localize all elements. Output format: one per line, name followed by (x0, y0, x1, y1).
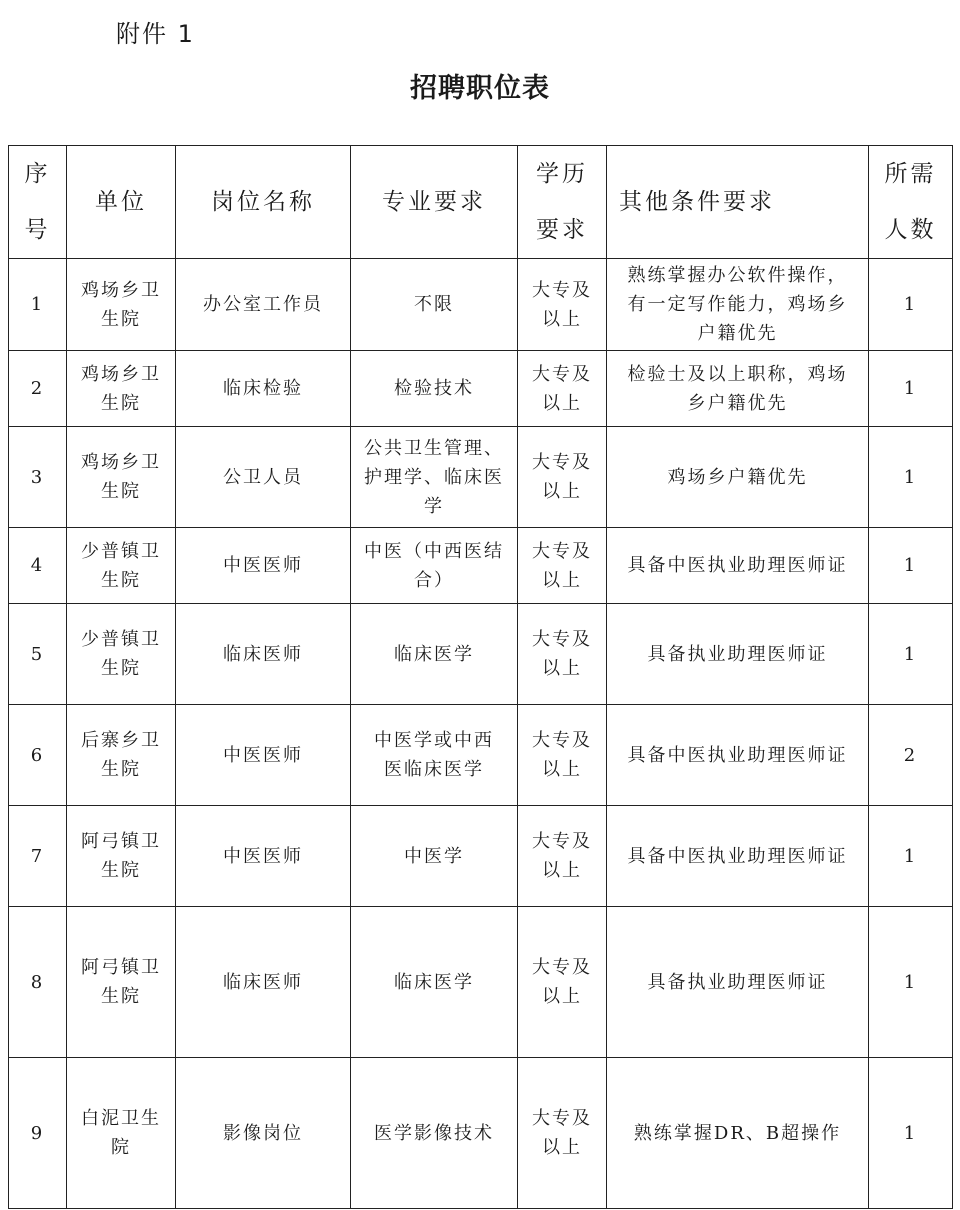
cell-education-line: 大专及 (532, 540, 592, 562)
cell-education-line: 大专及 (532, 279, 592, 301)
cell-major-line: 护理学、临床医 (364, 466, 504, 488)
cell-count: 1 (869, 528, 953, 604)
cell-post: 中医医师 (176, 705, 351, 806)
cell-unit (67, 806, 176, 907)
cell-post: 临床检验 (176, 351, 351, 427)
cell-education (518, 351, 607, 427)
table-row (9, 259, 953, 351)
cell-unit-line: 院 (111, 1137, 131, 1158)
cell-education (518, 907, 607, 1058)
cell-education-line: 大专及 (532, 730, 592, 751)
cell-unit-line: 白泥卫生 (81, 1108, 161, 1129)
table-row (9, 806, 953, 907)
cell-unit-line: 生院 (101, 986, 141, 1007)
cell-major-line: 检验技术 (394, 378, 474, 399)
cell-education-line: 以上 (542, 569, 582, 591)
cell-major-line: 中医学或中西 (374, 730, 494, 751)
cell-other (607, 806, 869, 907)
cell-index: 9 (9, 1058, 67, 1209)
cell-index: 8 (9, 907, 67, 1058)
cell-other-line: 检验士及以上职称，鸡场 (627, 363, 848, 385)
cell-other-line: 户籍优先 (697, 323, 778, 344)
cell-other-line: 具备中医执业助理医师证 (627, 555, 848, 576)
cell-unit-line: 后寨乡卫 (81, 730, 161, 751)
cell-major-line: 临床医学 (394, 643, 474, 665)
header-index-line: 序 (24, 161, 51, 187)
attachment-label: 附件 1 (116, 20, 195, 48)
table-row (9, 705, 953, 806)
cell-index: 5 (9, 604, 67, 705)
header-education-line: 学历 (536, 161, 588, 187)
header-count-line: 人数 (884, 217, 937, 243)
cell-major-line: 合） (414, 569, 454, 591)
cell-unit (67, 907, 176, 1058)
header-index-line: 号 (24, 217, 51, 243)
cell-count: 1 (869, 351, 953, 427)
cell-education-line: 大专及 (532, 831, 592, 852)
cell-education (518, 528, 607, 604)
cell-unit-line: 生院 (101, 308, 141, 330)
cell-other (607, 528, 869, 604)
cell-major-line: 学 (424, 495, 444, 517)
cell-education (518, 259, 607, 351)
cell-other-line: 乡户籍优先 (687, 392, 788, 414)
cell-major-line: 医学影像技术 (374, 1122, 494, 1144)
header-major: 专业要求 (351, 146, 518, 259)
cell-other (607, 907, 869, 1058)
cell-education (518, 427, 607, 528)
cell-major (351, 604, 518, 705)
table-row (9, 1058, 953, 1209)
cell-education-line: 以上 (542, 860, 582, 881)
cell-count: 1 (869, 604, 953, 705)
cell-index: 4 (9, 528, 67, 604)
cell-other-line: 熟练掌握办公软件操作， (627, 265, 848, 286)
table-row (9, 907, 953, 1058)
job-positions-table (8, 145, 953, 1209)
cell-unit-line: 阿弓镇卫 (81, 957, 161, 978)
cell-count: 2 (869, 705, 953, 806)
cell-unit-line: 鸡场乡卫 (81, 363, 161, 385)
cell-major (351, 351, 518, 427)
cell-unit-line: 生院 (101, 481, 141, 502)
cell-education (518, 705, 607, 806)
cell-education-line: 大专及 (532, 957, 592, 978)
header-post: 岗位名称 (176, 146, 351, 259)
table-row (9, 604, 953, 705)
cell-major (351, 907, 518, 1058)
cell-education-line: 以上 (542, 986, 582, 1007)
table-row (9, 528, 953, 604)
cell-other (607, 1058, 869, 1209)
cell-major-line: 临床医学 (394, 971, 474, 993)
cell-education-line: 以上 (542, 481, 582, 502)
header-index (9, 146, 67, 259)
cell-unit (67, 1058, 176, 1209)
cell-index: 3 (9, 427, 67, 528)
cell-education-line: 以上 (542, 759, 582, 780)
cell-post: 公卫人员 (176, 427, 351, 528)
cell-other-line: 具备执业助理医师证 (647, 971, 828, 993)
table-row (9, 427, 953, 528)
cell-major-line: 中医（中西医结 (364, 540, 504, 562)
cell-major-line: 公共卫生管理、 (364, 437, 504, 459)
cell-count: 1 (869, 259, 953, 351)
cell-unit (67, 604, 176, 705)
cell-other-line: 具备中医执业助理医师证 (627, 744, 848, 766)
cell-post: 中医医师 (176, 806, 351, 907)
cell-major (351, 705, 518, 806)
cell-unit (67, 528, 176, 604)
cell-unit (67, 351, 176, 427)
header-unit: 单位 (67, 146, 176, 259)
cell-post: 中医医师 (176, 528, 351, 604)
cell-unit-line: 阿弓镇卫 (81, 831, 161, 852)
cell-other (607, 427, 869, 528)
cell-education (518, 604, 607, 705)
cell-unit-line: 少普镇卫 (81, 629, 161, 650)
cell-education-line: 以上 (542, 658, 582, 679)
cell-index: 6 (9, 705, 67, 806)
table-row (9, 351, 953, 427)
cell-unit-line: 生院 (101, 569, 141, 591)
cell-other-line: 熟练掌握DR、B超操作 (633, 1122, 842, 1144)
header-count (869, 146, 953, 259)
cell-other (607, 351, 869, 427)
cell-other-line: 具备中医执业助理医师证 (627, 845, 848, 867)
cell-major-line: 中医学 (404, 845, 464, 867)
header-education (518, 146, 607, 259)
cell-post: 办公室工作员 (176, 259, 351, 351)
cell-education-line: 以上 (542, 308, 582, 330)
cell-unit-line: 生院 (101, 860, 141, 881)
cell-major (351, 427, 518, 528)
cell-post: 临床医师 (176, 907, 351, 1058)
cell-unit-line: 鸡场乡卫 (81, 452, 161, 473)
header-education-line: 要求 (536, 217, 588, 243)
header-row (9, 146, 953, 259)
cell-education-line: 大专及 (532, 629, 592, 650)
cell-unit-line: 生院 (101, 392, 141, 414)
cell-unit (67, 259, 176, 351)
cell-other (607, 259, 869, 351)
cell-education (518, 1058, 607, 1209)
cell-other (607, 604, 869, 705)
cell-unit (67, 705, 176, 806)
cell-education-line: 以上 (542, 392, 582, 414)
cell-other-line: 鸡场乡户籍优先 (667, 466, 808, 488)
cell-other (607, 705, 869, 806)
cell-count: 1 (869, 907, 953, 1058)
cell-index: 2 (9, 351, 67, 427)
cell-major (351, 1058, 518, 1209)
cell-major (351, 806, 518, 907)
cell-unit (67, 427, 176, 528)
header-count-line: 所需 (884, 161, 937, 187)
cell-other-line: 有一定写作能力，鸡场乡 (627, 294, 848, 315)
table-header (9, 146, 953, 259)
cell-count: 1 (869, 427, 953, 528)
cell-education-line: 以上 (542, 1137, 582, 1158)
header-other: 其他条件要求 (607, 146, 869, 259)
cell-unit-line: 生院 (101, 658, 141, 679)
table-body (9, 259, 953, 1209)
cell-unit-line: 鸡场乡卫 (81, 279, 161, 301)
cell-unit-line: 生院 (101, 759, 141, 780)
cell-unit-line: 少普镇卫 (81, 540, 161, 562)
cell-major (351, 528, 518, 604)
cell-major (351, 259, 518, 351)
cell-index: 7 (9, 806, 67, 907)
cell-other-line: 具备执业助理医师证 (647, 643, 828, 665)
cell-post: 临床医师 (176, 604, 351, 705)
cell-education-line: 大专及 (532, 363, 592, 385)
cell-education-line: 大专及 (532, 452, 592, 473)
cell-education (518, 806, 607, 907)
cell-index: 1 (9, 259, 67, 351)
cell-major-line: 医临床医学 (384, 759, 484, 780)
cell-education-line: 大专及 (532, 1108, 592, 1129)
document-title: 招聘职位表 (410, 73, 550, 104)
cell-post: 影像岗位 (176, 1058, 351, 1209)
cell-major-line: 不限 (414, 294, 454, 315)
cell-count: 1 (869, 1058, 953, 1209)
cell-count: 1 (869, 806, 953, 907)
